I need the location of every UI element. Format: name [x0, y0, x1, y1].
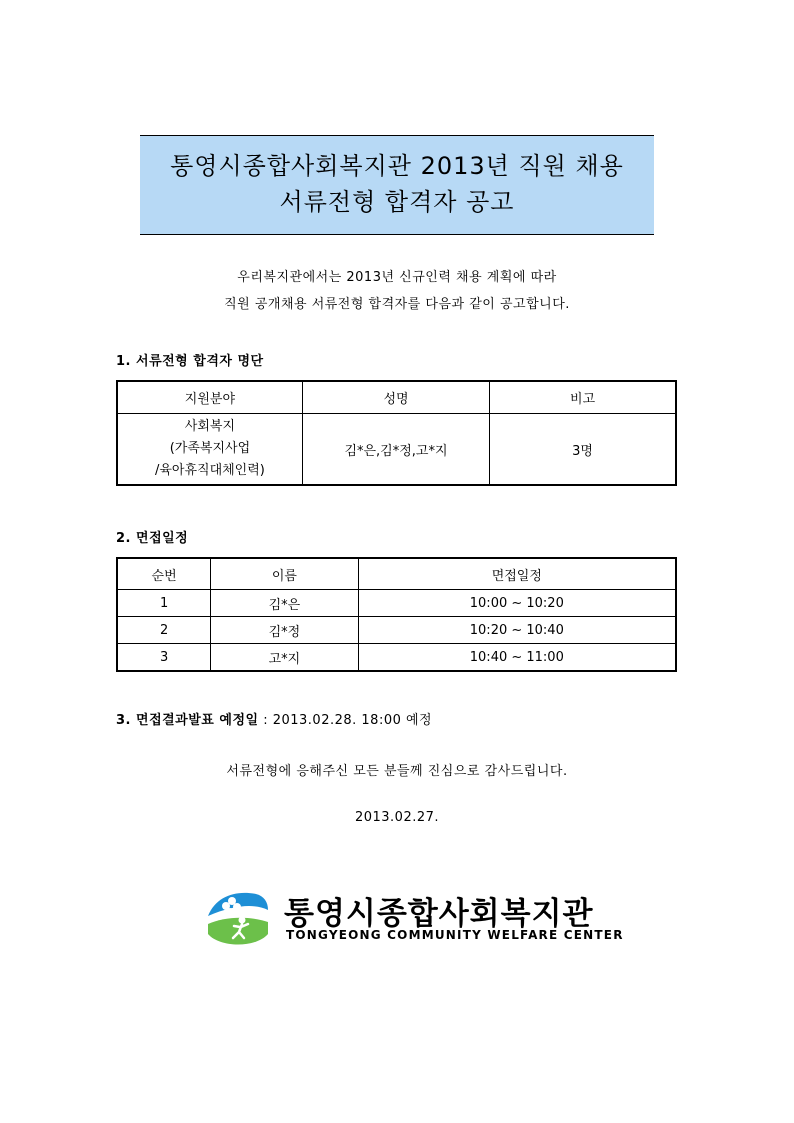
- field-line: /육아휴직대체인력): [154, 463, 265, 478]
- row-no: 1: [117, 590, 211, 617]
- intro-line-2: 직원 공개채용 서류전형 합격자를 다음과 같이 공고합니다.: [224, 297, 570, 312]
- interview-table: [116, 557, 677, 672]
- welfare-center-logo: [206, 886, 624, 950]
- interview-table-header: [117, 558, 676, 590]
- logo-name: 통영시종합사회복지관: [284, 896, 594, 932]
- row-time: 10:20 ~ 10:40: [358, 617, 676, 644]
- title-line-2: 서류전형 합격자 공고: [279, 188, 515, 216]
- intro-line-1: 우리복지관에서는 2013년 신규인력 채용 계획에 따라: [237, 270, 557, 285]
- row-time: 10:00 ~ 10:20: [358, 590, 676, 617]
- title-line-1: 통영시종합사회복지관 2013년 직원 채용: [170, 152, 624, 180]
- announcement-value: : 2013.02.28. 18:00 예정: [258, 713, 433, 728]
- welfare-center-logo-icon: [206, 886, 270, 950]
- names-cell: 김*은,김*정,고*지: [302, 414, 489, 486]
- logo-subtitle: TONGYEONG COMMUNITY WELFARE CENTER: [286, 928, 624, 942]
- note-cell: 3명: [490, 414, 676, 486]
- row-no: 2: [117, 617, 211, 644]
- table-row: [117, 590, 676, 617]
- field-line: 사회복지: [184, 419, 236, 434]
- applicant-table: [116, 380, 677, 486]
- header-names: 성명: [302, 381, 489, 414]
- header-time: 면접일정: [358, 558, 676, 590]
- table-row: [117, 644, 676, 672]
- row-no: 3: [117, 644, 211, 672]
- header-name: 이름: [211, 558, 358, 590]
- closing-text: 서류전형에 응해주신 모든 분들께 진심으로 감사드립니다.: [226, 764, 568, 779]
- announcement-label: 3. 면접결과발표 예정일: [116, 713, 259, 728]
- field-line: (가족복지사업: [169, 441, 251, 456]
- document-date: 2013.02.27.: [354, 810, 440, 825]
- header-no: 순번: [117, 558, 211, 590]
- header-field: 지원분야: [117, 381, 302, 414]
- row-name: 고*지: [211, 644, 358, 672]
- row-name: 김*은: [211, 590, 358, 617]
- title-box: [140, 135, 654, 235]
- table-row: [117, 414, 676, 486]
- row-time: 10:40 ~ 11:00: [358, 644, 676, 672]
- section-2-heading: 2. 면접일정: [116, 531, 189, 546]
- section-1-heading: 1. 서류전형 합격자 명단: [116, 354, 264, 369]
- announcement-date-line: [116, 709, 432, 728]
- table-row: [117, 617, 676, 644]
- field-cell: [117, 414, 302, 486]
- applicant-table-header: [117, 381, 676, 414]
- row-name: 김*정: [211, 617, 358, 644]
- header-note: 비고: [490, 381, 676, 414]
